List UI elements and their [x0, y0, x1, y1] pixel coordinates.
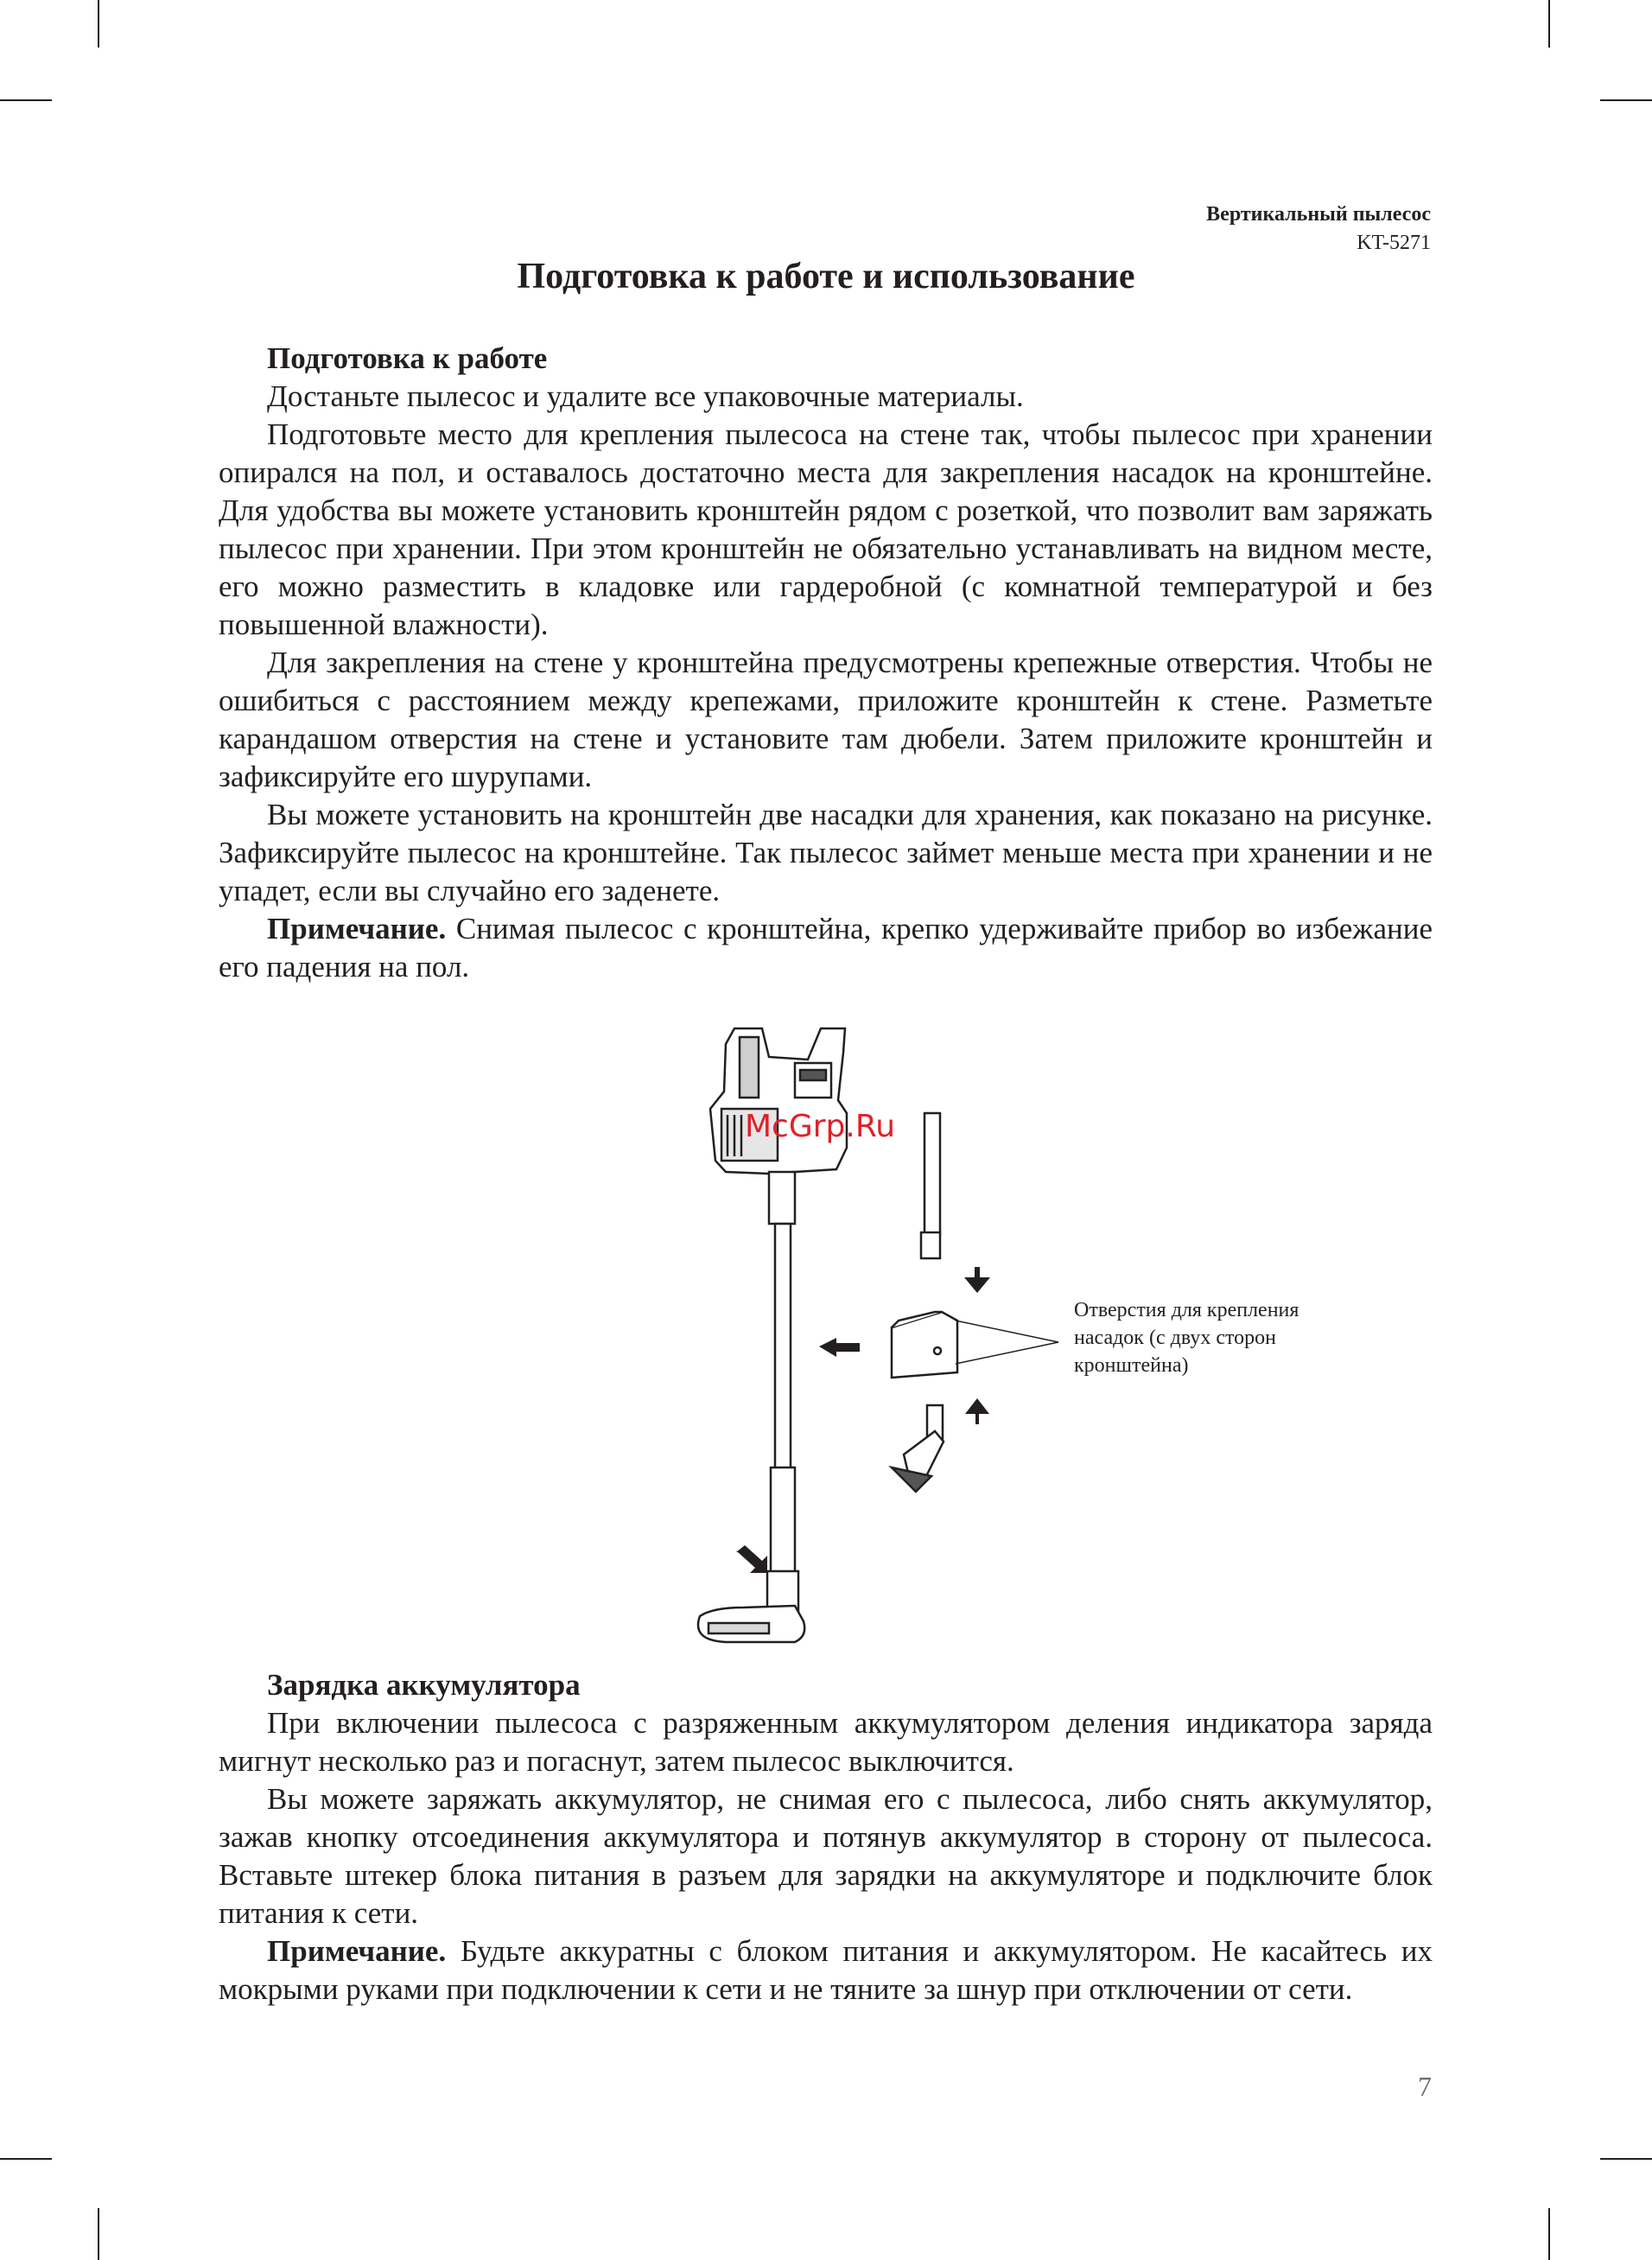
crop-mark	[0, 99, 52, 101]
paragraph: Подготовьте место для крепления пылесоса на стене так, чтобы пылесос при хранении опирался на пол, и оставалось достаточно места для закрепления насадок на кронштейне. Для удобства вы можете установить кронштейн рядом с розеткой, что позволит вам заряжать пылесос при хранении. При этом кронштейн не обязательно устанавливать на видном месте, его можно разместить в кладовке или гардеробной (с комнатной температурой и без повышенной влажности).	[219, 417, 1433, 641]
running-header	[1206, 201, 1431, 258]
section-charging	[219, 1666, 1433, 2009]
crop-mark	[98, 0, 99, 48]
paragraph: Вы можете установить на кронштейн две насадки для хранения, как показано на рисунке. Зафиксируйте пылесос на кронштейне. Так пылесос займет меньше места при хранении и не упадет, если вы случайно его заденете.	[219, 798, 1433, 907]
note-paragraph	[219, 1932, 1433, 2009]
crop-mark	[1548, 2208, 1550, 2260]
paragraph: Вы можете заряжать аккумулятор, не снимая его с пылесоса, либо снять аккумулятор, зажав кнопку отсоединения аккумулятора и потянув аккумулятор в сторону от пылесоса. Вставьте штекер блока питания в разъем для зарядки на аккумуляторе и подключите блок питания к сети.	[219, 1782, 1433, 1930]
note-text: Снимая пылесос с кронштейна, крепко удерживайте прибор во избежание его падения на пол.	[219, 912, 1433, 984]
watermark: McGrp.Ru	[745, 1109, 896, 1144]
note-text: Будьте аккуратны с блоком питания и аккумулятором. Не касайтесь их мокрыми руками при подключении к сети и не тяните за шнур при отключении от сети.	[219, 1934, 1433, 2006]
page-title: Подготовка к работе и использование	[517, 257, 1135, 296]
paragraph: При включении пылесоса с разряженным аккумулятором деления индикатора заряда мигнут несколько раз и погаснут, затем пылесос выключится.	[219, 1706, 1433, 1778]
section-heading: Подготовка к работе	[267, 341, 548, 375]
paragraph: Достаньте пылесос и удалите все упаковочные материалы.	[267, 379, 1024, 413]
crop-mark	[1548, 0, 1550, 48]
note-label: Примечание.	[267, 912, 447, 945]
section-preparation	[219, 340, 1433, 986]
header-model: KT-5271	[1357, 232, 1431, 254]
wall-bracket-drawing	[892, 1312, 1058, 1378]
note-label: Примечание.	[267, 1934, 447, 1968]
header-product: Вертикальный пылесос	[1206, 203, 1431, 226]
crop-mark	[1600, 2158, 1652, 2160]
figure-callout: Отверстия для крепления насадок (с двух сторон кронштейна)	[1074, 1299, 1299, 1377]
brush-nozzle-drawing	[892, 1405, 944, 1492]
note-paragraph	[219, 910, 1433, 986]
paragraph: Для закрепления на стене у кронштейна предусмотрены крепежные отверстия. Чтобы не ошибиться с расстоянием между крепежами, приложите кронштейн к стене. Разметьте карандашом отверстия на стене и установите там дюбели. Затем приложите кронштейн и зафиксируйте его шурупами.	[219, 646, 1433, 793]
crevice-nozzle-drawing	[924, 1113, 940, 1251]
page-number: 7	[1418, 2071, 1432, 2102]
crop-mark	[98, 2208, 99, 2260]
crop-mark	[0, 2158, 52, 2160]
crop-mark	[1600, 99, 1652, 101]
section-heading: Зарядка аккумулятора	[267, 1668, 581, 1702]
